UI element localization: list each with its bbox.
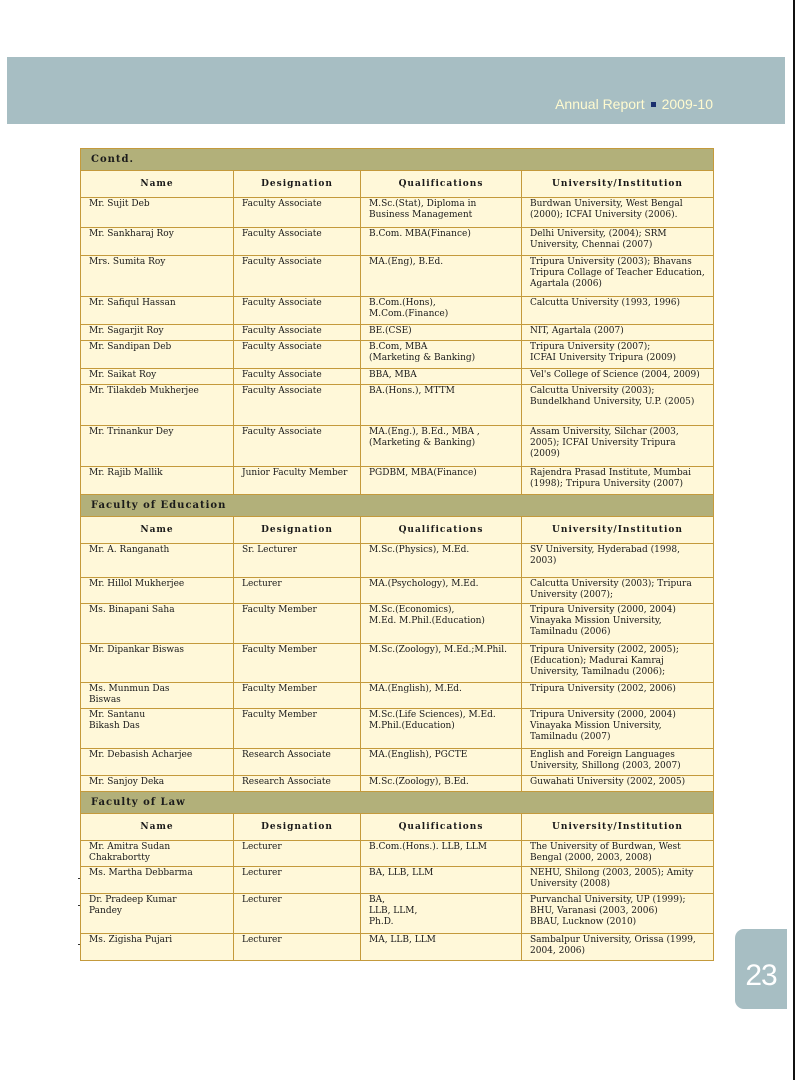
column-header-qualifications: Qualifications xyxy=(361,517,522,544)
faculty-name: Mr. A. Ranganath xyxy=(81,544,234,578)
table-row xyxy=(81,644,714,683)
faculty-qualifications: M.Sc.(Life Sciences), M.Ed. M.Phil.(Education) xyxy=(361,709,522,749)
bullet-square-icon xyxy=(651,102,656,107)
faculty-name: Mr. Sujit Deb xyxy=(81,198,234,228)
table-row xyxy=(81,341,714,369)
faculty-designation: Faculty Member xyxy=(234,683,361,709)
faculty-designation: Sr. Lecturer xyxy=(234,544,361,578)
column-header-name: Name xyxy=(81,171,234,198)
faculty-designation: Faculty Associate xyxy=(234,341,361,369)
faculty-designation: Faculty Member xyxy=(234,709,361,749)
column-header-qualifications: Qualifications xyxy=(361,171,522,198)
column-header-row xyxy=(81,171,714,198)
section-header xyxy=(81,149,714,171)
table-row xyxy=(81,544,714,578)
faculty-qualifications: B.Com. MBA(Finance) xyxy=(361,228,522,256)
faculty-institution: Tripura University (2002, 2006) xyxy=(522,683,714,709)
faculty-qualifications: B.Com.(Hons), M.Com.(Finance) xyxy=(361,297,522,325)
faculty-designation: Faculty Associate xyxy=(234,228,361,256)
faculty-institution: Purvanchal University, UP (1999); BHU, Varanasi (2003, 2006) BBAU, Lucknow (2010) xyxy=(522,894,714,934)
section-title: Faculty of Education xyxy=(81,495,714,517)
faculty-qualifications: B.Com, MBA (Marketing & Banking) xyxy=(361,341,522,369)
faculty-qualifications: M.Sc.(Economics), M.Ed. M.Phil.(Education) xyxy=(361,604,522,644)
faculty-institution: Assam University, Silchar (2003, 2005); ICFAI University Tripura (2009) xyxy=(522,426,714,467)
table-row xyxy=(81,297,714,325)
faculty-qualifications: BE.(CSE) xyxy=(361,325,522,341)
column-header-institution: University/Institution xyxy=(522,517,714,544)
column-header-qualifications: Qualifications xyxy=(361,814,522,841)
faculty-institution: Vel's College of Science (2004, 2009) xyxy=(522,369,714,385)
faculty-institution: Tripura University (2003); Bhavans Tripura Collage of Teacher Education, Agartala (2006) xyxy=(522,256,714,297)
faculty-institution: English and Foreign Languages University, Shillong (2003, 2007) xyxy=(522,749,714,776)
faculty-qualifications: BA, LLB, LLM xyxy=(361,867,522,894)
faculty-qualifications: M.Sc.(Zoology), B.Ed. xyxy=(361,776,522,792)
column-header-name: Name xyxy=(81,517,234,544)
faculty-qualifications: MA, LLB, LLM xyxy=(361,934,522,961)
faculty-table-body xyxy=(81,149,714,961)
page-number-tab xyxy=(735,929,787,1009)
table-row xyxy=(81,198,714,228)
faculty-qualifications: BA, LLB, LLM, Ph.D. xyxy=(361,894,522,934)
faculty-designation: Research Associate xyxy=(234,776,361,792)
column-header-designation: Designation xyxy=(234,171,361,198)
faculty-qualifications: B.Com.(Hons.). LLB, LLM xyxy=(361,841,522,867)
faculty-name: Dr. Pradeep Kumar Pandey xyxy=(81,894,234,934)
table-row xyxy=(81,578,714,604)
header-band xyxy=(7,57,785,124)
faculty-institution: The University of Burdwan, West Bengal (2000, 2003, 2008) xyxy=(522,841,714,867)
faculty-institution: Tripura University (2002, 2005); (Education); Madurai Kamraj University, Tamilnadu (2006); xyxy=(522,644,714,683)
faculty-qualifications: M.Sc.(Zoology), M.Ed.;M.Phil. xyxy=(361,644,522,683)
faculty-qualifications: MA.(English), M.Ed. xyxy=(361,683,522,709)
faculty-designation: Faculty Member xyxy=(234,604,361,644)
column-header-name: Name xyxy=(81,814,234,841)
table-row xyxy=(81,467,714,495)
faculty-name: Mr. Debasish Acharjee xyxy=(81,749,234,776)
faculty-institution: NIT, Agartala (2007) xyxy=(522,325,714,341)
faculty-name: Mr. Safiqul Hassan xyxy=(81,297,234,325)
column-header-row xyxy=(81,814,714,841)
faculty-name: Mr. Sandipan Deb xyxy=(81,341,234,369)
report-year: 2009-10 xyxy=(661,96,713,112)
table-row xyxy=(81,325,714,341)
faculty-institution: NEHU, Shilong (2003, 2005); Amity University (2008) xyxy=(522,867,714,894)
column-header-designation: Designation xyxy=(234,517,361,544)
faculty-name: Ms. Munmun Das Biswas xyxy=(81,683,234,709)
table-row xyxy=(81,228,714,256)
faculty-designation: Lecturer xyxy=(234,578,361,604)
table-row xyxy=(81,894,714,934)
faculty-institution: Calcutta University (2003); Tripura University (2007); xyxy=(522,578,714,604)
faculty-designation: Faculty Associate xyxy=(234,198,361,228)
faculty-name: Mr. Tilakdeb Mukherjee xyxy=(81,385,234,426)
faculty-designation: Junior Faculty Member xyxy=(234,467,361,495)
column-header-institution: University/Institution xyxy=(522,171,714,198)
faculty-name: Ms. Zigisha Pujari xyxy=(81,934,234,961)
faculty-designation: Lecturer xyxy=(234,934,361,961)
faculty-institution: Guwahati University (2002, 2005) xyxy=(522,776,714,792)
report-title-text: Annual Report xyxy=(555,96,645,112)
faculty-designation: Research Associate xyxy=(234,749,361,776)
faculty-institution: Rajendra Prasad Institute, Mumbai (1998); Tripura University (2007) xyxy=(522,467,714,495)
column-header-row xyxy=(81,517,714,544)
table-row xyxy=(81,683,714,709)
faculty-qualifications: M.Sc.(Stat), Diploma in Business Management xyxy=(361,198,522,228)
table-row xyxy=(81,385,714,426)
faculty-designation: Faculty Associate xyxy=(234,426,361,467)
faculty-name: Mr. Dipankar Biswas xyxy=(81,644,234,683)
faculty-designation: Lecturer xyxy=(234,867,361,894)
faculty-institution: Calcutta University (2003); Bundelkhand University, U.P. (2005) xyxy=(522,385,714,426)
faculty-name: Mr. Saikat Roy xyxy=(81,369,234,385)
faculty-designation: Faculty Associate xyxy=(234,369,361,385)
faculty-designation: Faculty Associate xyxy=(234,297,361,325)
table-row xyxy=(81,256,714,297)
column-header-designation: Designation xyxy=(234,814,361,841)
table-row xyxy=(81,604,714,644)
faculty-qualifications: M.Sc.(Physics), M.Ed. xyxy=(361,544,522,578)
faculty-designation: Faculty Member xyxy=(234,644,361,683)
faculty-institution: Calcutta University (1993, 1996) xyxy=(522,297,714,325)
faculty-institution: Sambalpur University, Orissa (1999, 2004, 2006) xyxy=(522,934,714,961)
faculty-designation: Lecturer xyxy=(234,841,361,867)
faculty-table xyxy=(80,148,714,961)
faculty-name: Mr. Sagarjit Roy xyxy=(81,325,234,341)
faculty-institution: Tripura University (2000, 2004) Vinayaka Mission University, Tamilnadu (2006) xyxy=(522,604,714,644)
faculty-name: Mr. Sankharaj Roy xyxy=(81,228,234,256)
table-row xyxy=(81,369,714,385)
faculty-name: Ms. Binapani Saha xyxy=(81,604,234,644)
section-header xyxy=(81,495,714,517)
faculty-designation: Faculty Associate xyxy=(234,325,361,341)
page-number: 23 xyxy=(745,959,777,992)
faculty-name: Mr. Amitra Sudan Chakrabortty xyxy=(81,841,234,867)
section-header xyxy=(81,792,714,814)
column-header-institution: University/Institution xyxy=(522,814,714,841)
faculty-institution: SV University, Hyderabad (1998, 2003) xyxy=(522,544,714,578)
faculty-qualifications: BA.(Hons.), MTTM xyxy=(361,385,522,426)
table-row xyxy=(81,749,714,776)
faculty-name: Mr. Santanu Bikash Das xyxy=(81,709,234,749)
faculty-institution: Delhi University, (2004); SRM University, Chennai (2007) xyxy=(522,228,714,256)
faculty-qualifications: MA.(Psychology), M.Ed. xyxy=(361,578,522,604)
faculty-institution: Tripura University (2000, 2004) Vinayaka Mission University, Tamilnadu (2007) xyxy=(522,709,714,749)
faculty-qualifications: PGDBM, MBA(Finance) xyxy=(361,467,522,495)
faculty-name: Mr. Rajib Mallik xyxy=(81,467,234,495)
faculty-institution: Tripura University (2007); ICFAI University Tripura (2009) xyxy=(522,341,714,369)
faculty-name: Mr. Trinankur Dey xyxy=(81,426,234,467)
faculty-name: Mr. Hillol Mukherjee xyxy=(81,578,234,604)
table-row xyxy=(81,776,714,792)
faculty-name: Mrs. Sumita Roy xyxy=(81,256,234,297)
table-row xyxy=(81,867,714,894)
table-row xyxy=(81,709,714,749)
section-title: Contd. xyxy=(81,149,714,171)
faculty-name: Mr. Sanjoy Deka xyxy=(81,776,234,792)
faculty-designation: Lecturer xyxy=(234,894,361,934)
faculty-qualifications: BBA, MBA xyxy=(361,369,522,385)
faculty-qualifications: MA.(Eng.), B.Ed., MBA , (Marketing & Banking) xyxy=(361,426,522,467)
faculty-designation: Faculty Associate xyxy=(234,385,361,426)
report-title xyxy=(555,96,713,112)
faculty-qualifications: MA.(English), PGCTE xyxy=(361,749,522,776)
table-row xyxy=(81,426,714,467)
faculty-qualifications: MA.(Eng), B.Ed. xyxy=(361,256,522,297)
faculty-designation: Faculty Associate xyxy=(234,256,361,297)
table-row xyxy=(81,934,714,961)
faculty-name: Ms. Martha Debbarma xyxy=(81,867,234,894)
faculty-institution: Burdwan University, West Bengal (2000); ICFAI University (2006). xyxy=(522,198,714,228)
section-title: Faculty of Law xyxy=(81,792,714,814)
table-row xyxy=(81,841,714,867)
